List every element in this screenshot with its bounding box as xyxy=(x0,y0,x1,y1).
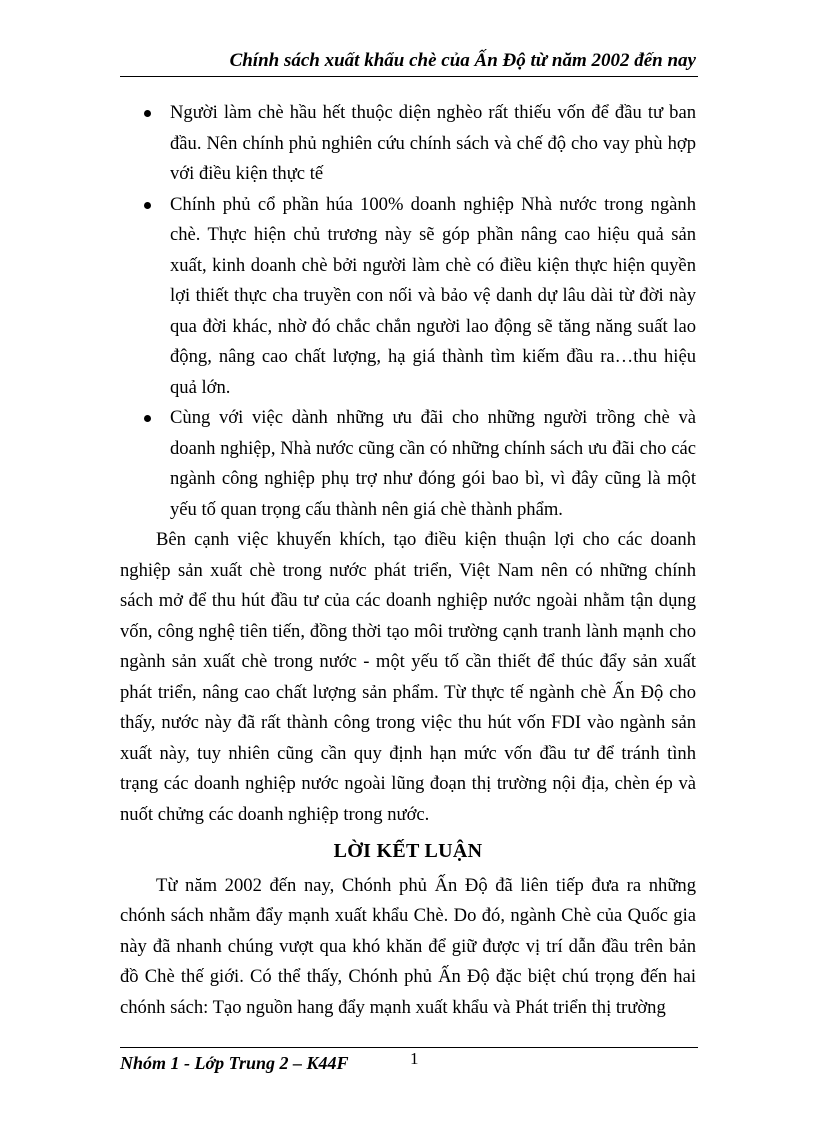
bullet-dot-icon xyxy=(144,202,151,209)
bullet-text: Chính phủ cổ phần húa 100% doanh nghiệp Nhà nước trong ngành chè. Thực hiện chủ trương này sẽ góp phần nâng cao hiệu quả sản xuất, kinh doanh chè bởi người làm chè có điều kiện thực hiện quyền lợi thiết thực cha truyền con nối và bảo vệ danh dự lâu dài từ đời này qua đời khác, nhờ đó chắc chắn người lao động sẽ tăng năng suất lao động, nâng cao chất lượng, hạ giá thành tìm kiếm đầu ra…thu hiệu quả lớn. xyxy=(170,193,696,398)
bullet-item xyxy=(120,98,696,190)
footer-group-label: Nhóm 1 - Lớp Trung 2 – K44F xyxy=(120,1053,349,1073)
bullet-text: Người làm chè hầu hết thuộc diện nghèo rất thiếu vốn để đầu tư ban đầu. Nên chính phủ nghiên cứu chính sách và chế độ cho vay phù hợp với điều kiện thực tế xyxy=(170,102,696,184)
document-body xyxy=(120,98,696,1023)
bullet-item xyxy=(120,403,696,525)
body-paragraph: Bên cạnh việc khuyến khích, tạo điều kiện thuận lợi cho các doanh nghiệp sản xuất chè trong nước phát triển, Việt Nam nên có những chính sách mở để thu hút đầu tư của các doanh nghiệp nước ngoài nhằm tận dụng vốn, công nghệ tiên tiến, đồng thời tạo môi trường cạnh tranh lành mạnh cho ngành sản xuất chè trong nước - một yếu tố cần thiết để thúc đẩy sản xuất phát triển, nâng cao chất lượng sản phẩm. Từ thực tế ngành chè Ấn Độ cho thấy, nước này đã rất thành công trong việc thu hút vốn FDI vào ngành sản xuất này, tuy nhiên cũng cần quy định hạn mức vốn đầu tư để tránh tình trạng các doanh nghiệp nước ngoài lũng đoạn thị trường nội địa, chèn ép và nuốt chửng các doanh nghiệp trong nước. xyxy=(120,529,696,825)
bullet-dot-icon xyxy=(144,110,151,117)
footer-rule xyxy=(120,1047,698,1048)
bullet-list xyxy=(120,98,696,525)
conclusion-paragraph: Từ năm 2002 đến nay, Chónh phủ Ấn Độ đã liên tiếp đưa ra những chónh sách nhằm đẩy mạnh xuất khẩu Chè. Do đó, ngành Chè của Quốc gia này đã nhanh chúng vượt qua khó khăn để giữ được vị trí dẫn đầu trên bản đồ Chè thế giới. Có thể thấy, Chónh phủ Ấn Độ đặc biệt chú trọng đến hai chónh sách: Tạo nguồn hang đẩy mạnh xuất khẩu và Phát triển thị trường xyxy=(120,874,696,1018)
header-rule xyxy=(120,76,698,77)
bullet-item xyxy=(120,190,696,404)
page-number: 1 xyxy=(410,1049,419,1068)
conclusion-heading: LỜI KẾT LUẬN xyxy=(333,840,483,862)
bullet-text: Cùng với việc dành những ưu đãi cho những người trồng chè và doanh nghiệp, Nhà nước cũng cần có những chính sách ưu đãi cho các ngành công nghiệp phụ trợ như đóng gói bao bì, vì đây cũng là một yếu tố quan trọng cấu thành nên giá chè thành phẩm. xyxy=(170,407,696,520)
bullet-dot-icon xyxy=(144,415,151,422)
page-header-title: Chính sách xuất khẩu chè của Ấn Độ từ năm 2002 đến nay xyxy=(229,50,696,71)
